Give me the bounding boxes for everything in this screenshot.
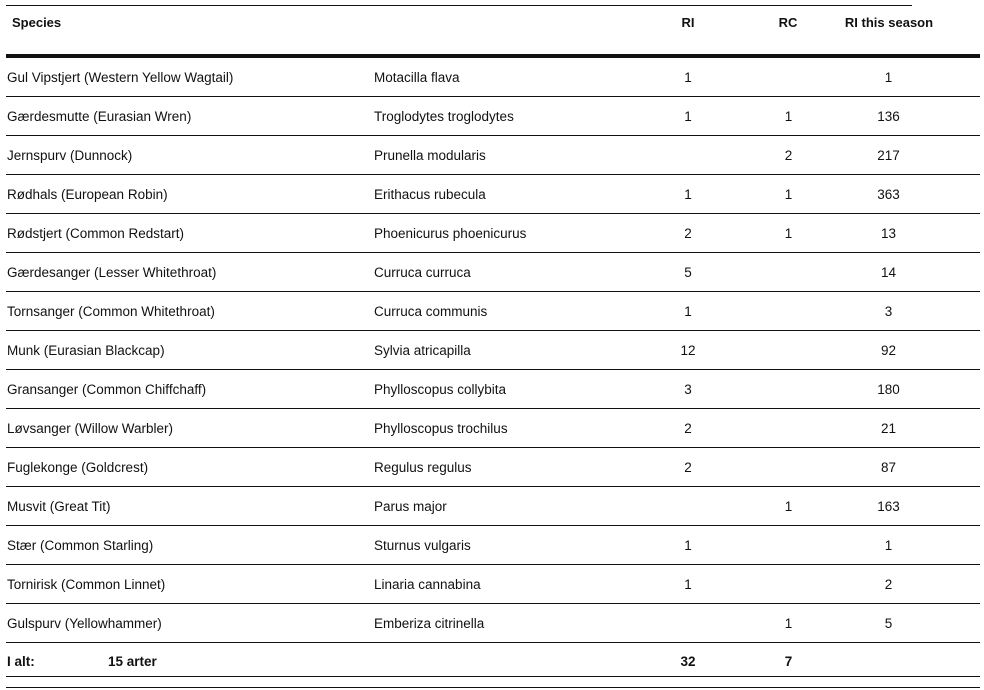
ri-cell	[644, 604, 732, 643]
bottom-rule	[6, 676, 980, 677]
ri-cell: 12	[644, 331, 732, 370]
ri-season-cell: 87	[837, 448, 980, 487]
species-name-cell: Løvsanger (Willow Warbler)	[6, 409, 374, 448]
ri-cell: 5	[644, 253, 732, 292]
ri-cell: 1	[644, 97, 732, 136]
header-ri-season: RI this season	[837, 5, 980, 56]
table-row	[6, 214, 980, 253]
ri-cell: 1	[644, 292, 732, 331]
table-row	[6, 487, 980, 526]
species-name-cell: Gul Vipstjert (Western Yellow Wagtail)	[6, 56, 374, 97]
ri-cell	[644, 487, 732, 526]
total-season	[837, 643, 980, 681]
latin-name-cell: Regulus regulus	[374, 448, 644, 487]
ri-cell: 1	[644, 56, 732, 97]
ri-cell: 2	[644, 409, 732, 448]
latin-name-cell: Sylvia atricapilla	[374, 331, 644, 370]
table-row	[6, 331, 980, 370]
species-name-cell: Gærdesanger (Lesser Whitethroat)	[6, 253, 374, 292]
ri-cell	[644, 136, 732, 175]
rc-cell: 1	[732, 487, 837, 526]
total-latin	[374, 643, 644, 681]
ri-season-cell: 21	[837, 409, 980, 448]
table-row	[6, 370, 980, 409]
rc-cell: 2	[732, 136, 837, 175]
ri-season-cell: 363	[837, 175, 980, 214]
ri-cell: 3	[644, 370, 732, 409]
rc-cell	[732, 253, 837, 292]
species-name-cell: Gærdesmutte (Eurasian Wren)	[6, 97, 374, 136]
ri-season-cell: 180	[837, 370, 980, 409]
rc-cell	[732, 409, 837, 448]
ri-season-cell: 13	[837, 214, 980, 253]
table-row	[6, 526, 980, 565]
ri-season-cell: 14	[837, 253, 980, 292]
species-name-cell: Rødhals (European Robin)	[6, 175, 374, 214]
ri-cell: 1	[644, 526, 732, 565]
table-row	[6, 292, 980, 331]
rc-cell	[732, 56, 837, 97]
ri-season-cell: 2	[837, 565, 980, 604]
table-row	[6, 56, 980, 97]
latin-name-cell: Parus major	[374, 487, 644, 526]
rc-cell: 1	[732, 214, 837, 253]
total-label: I alt:	[7, 654, 35, 669]
latin-name-cell: Motacilla flava	[374, 56, 644, 97]
total-label-cell	[6, 643, 374, 681]
species-name-cell: Stær (Common Starling)	[6, 526, 374, 565]
latin-name-cell: Troglodytes troglodytes	[374, 97, 644, 136]
species-name-cell: Gransanger (Common Chiffchaff)	[6, 370, 374, 409]
rc-cell	[732, 331, 837, 370]
ringing-results-table	[6, 5, 980, 680]
table-row	[6, 136, 980, 175]
latin-name-cell: Erithacus rubecula	[374, 175, 644, 214]
latin-name-cell: Linaria cannabina	[374, 565, 644, 604]
ri-season-cell: 3	[837, 292, 980, 331]
rc-cell	[732, 526, 837, 565]
ri-season-cell: 92	[837, 331, 980, 370]
latin-name-cell: Curruca communis	[374, 292, 644, 331]
header-row	[6, 5, 980, 56]
table-row	[6, 97, 980, 136]
bottom-rule-double	[6, 687, 980, 688]
ri-season-cell: 1	[837, 526, 980, 565]
species-name-cell: Munk (Eurasian Blackcap)	[6, 331, 374, 370]
rc-cell	[732, 370, 837, 409]
ri-cell: 1	[644, 565, 732, 604]
total-species-count: 15 arter	[108, 654, 157, 669]
total-ri: 32	[680, 654, 696, 669]
table-row	[6, 604, 980, 643]
rc-cell: 1	[732, 604, 837, 643]
latin-name-cell: Phylloscopus collybita	[374, 370, 644, 409]
latin-name-cell: Prunella modularis	[374, 136, 644, 175]
header-rc: RC	[732, 5, 837, 56]
latin-name-cell: Curruca curruca	[374, 253, 644, 292]
rc-cell	[732, 292, 837, 331]
total-row	[6, 643, 980, 681]
latin-name-cell: Phylloscopus trochilus	[374, 409, 644, 448]
ri-cell: 2	[644, 214, 732, 253]
latin-name-cell: Sturnus vulgaris	[374, 526, 644, 565]
total-rc: 7	[784, 654, 793, 669]
species-name-cell: Fuglekonge (Goldcrest)	[6, 448, 374, 487]
header-species: Species	[6, 5, 374, 56]
species-name-cell: Tornsanger (Common Whitethroat)	[6, 292, 374, 331]
ri-season-cell: 217	[837, 136, 980, 175]
table-row	[6, 448, 980, 487]
table-row	[6, 409, 980, 448]
table-row	[6, 565, 980, 604]
latin-name-cell: Emberiza citrinella	[374, 604, 644, 643]
species-name-cell: Tornirisk (Common Linnet)	[6, 565, 374, 604]
header-latin	[374, 5, 644, 56]
table-row	[6, 175, 980, 214]
ri-season-cell: 163	[837, 487, 980, 526]
ri-cell: 1	[644, 175, 732, 214]
ri-season-cell: 1	[837, 56, 980, 97]
table-row	[6, 253, 980, 292]
rc-cell	[732, 448, 837, 487]
rc-cell: 1	[732, 97, 837, 136]
ri-season-cell: 5	[837, 604, 980, 643]
header-ri: RI	[644, 5, 732, 56]
species-name-cell: Rødstjert (Common Redstart)	[6, 214, 374, 253]
species-name-cell: Gulspurv (Yellowhammer)	[6, 604, 374, 643]
rc-cell	[732, 565, 837, 604]
rc-cell: 1	[732, 175, 837, 214]
ri-season-cell: 136	[837, 97, 980, 136]
ri-cell: 2	[644, 448, 732, 487]
species-name-cell: Musvit (Great Tit)	[6, 487, 374, 526]
latin-name-cell: Phoenicurus phoenicurus	[374, 214, 644, 253]
species-name-cell: Jernspurv (Dunnock)	[6, 136, 374, 175]
